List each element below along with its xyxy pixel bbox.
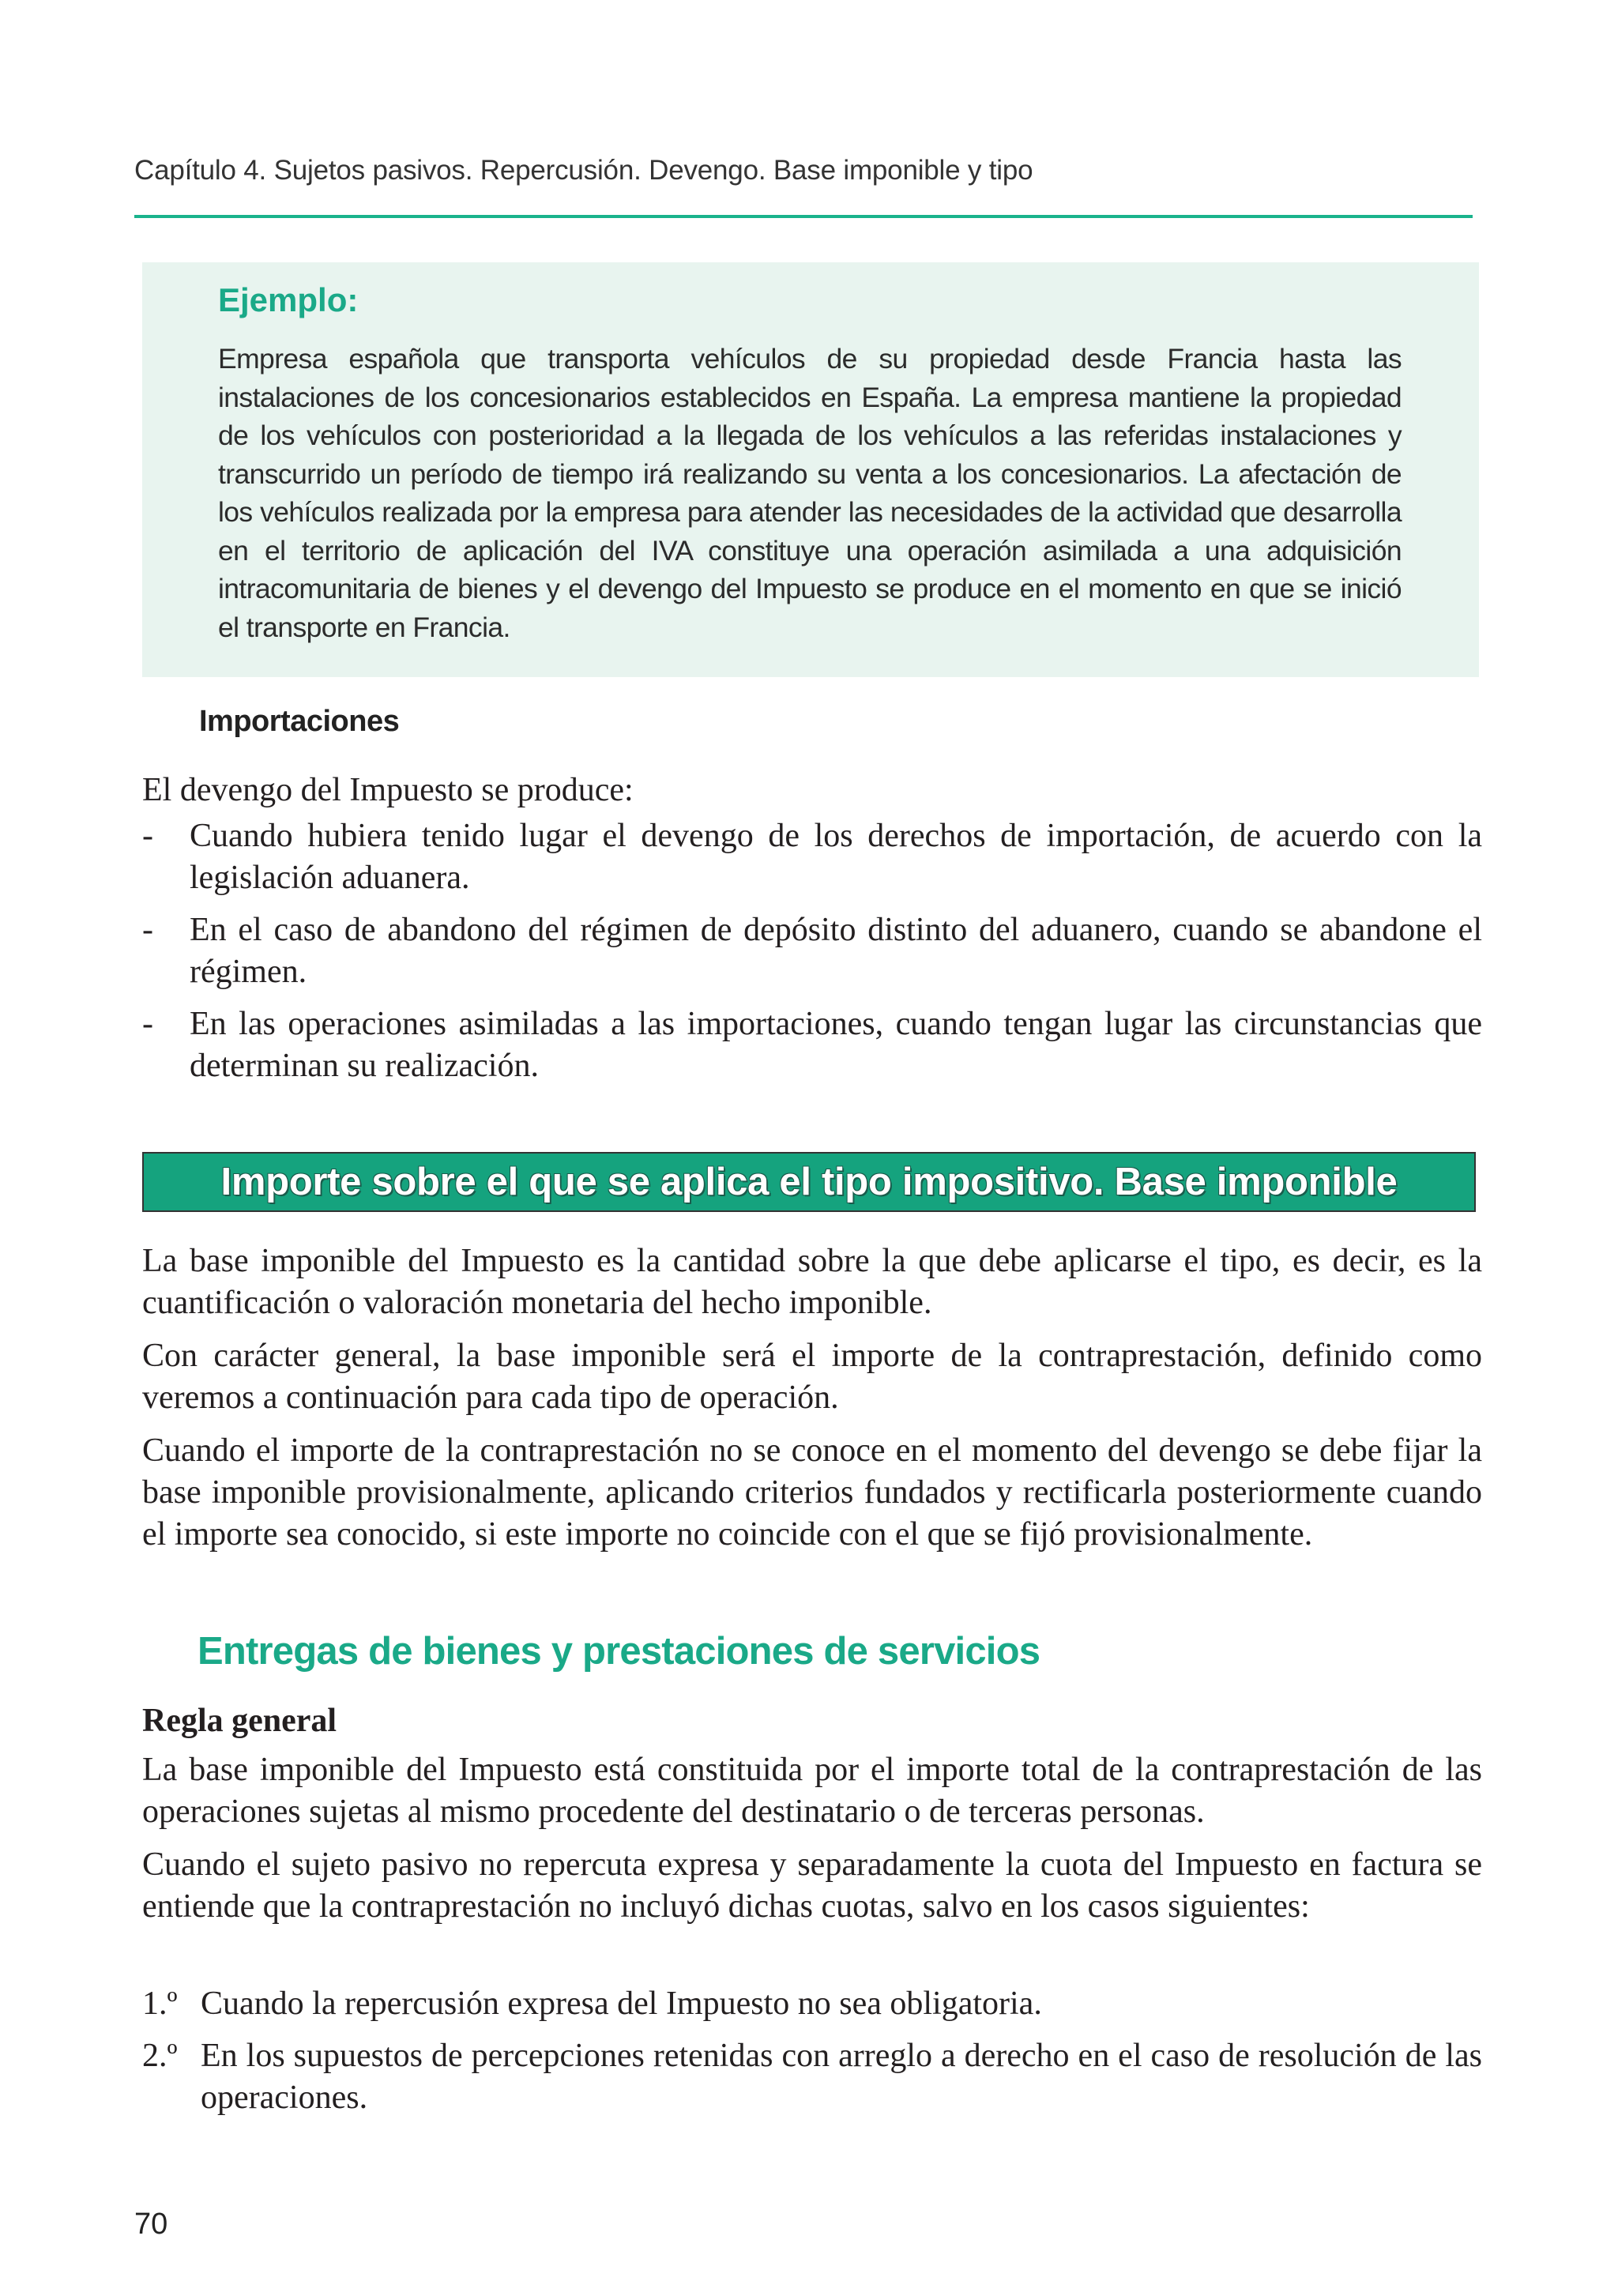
example-text: Empresa española que transporta vehículos de su propiedad desde Francia hasta las instalaciones de los concesionarios establecidos en España. La empresa mantiene la propiedad de los vehículos con posterioridad a la llegada de los vehículos a las referidas instalaciones y transcurrido un período de tiempo irá realizando su venta a los concesionarios. La afectación de los vehículos realizada por la empresa para atender las necesidades de la actividad que desarrolla en el territorio de aplicación del IVA constituye una operación asimilada a una adquisición intracomunitaria de bienes y el devengo del Impuesto se produce en el momento en que se inició el transporte en Francia.: [218, 343, 1402, 643]
section-paragraph: Cuando el importe de la contraprestación no se conoce en el momento del devengo se debe fijar la base imponible provisionalmente, aplicando criterios fundados y rectificarla posteriormente cuando el importe sea conocido, si este importe no coincide con el que se fijó provisionalmente.: [142, 1432, 1482, 1553]
running-head: Capítulo 4. Sujetos pasivos. Repercusión. Devengo. Base imponible y tipo: [134, 155, 1033, 186]
list-item: [142, 1983, 1482, 2025]
list-marker: -: [142, 912, 153, 948]
list-marker: -: [142, 818, 153, 854]
example-title: Ejemplo:: [218, 281, 359, 318]
list-item-text: Cuando la repercusión expresa del Impuesto no sea obligatoria.: [201, 1985, 1042, 2022]
section-banner-title: Importe sobre el que se aplica el tipo impositivo. Base imponible: [220, 1161, 1398, 1203]
list-item-text: En los supuestos de percepciones retenidas con arreglo a derecho en el caso de resolución de las operaciones.: [201, 2038, 1482, 2116]
list-item: [142, 1003, 1482, 1087]
list-item: [142, 2035, 1482, 2119]
list-marker: 2.º: [142, 2038, 178, 2074]
list-item: [142, 815, 1482, 899]
list-item-text: En las operaciones asimiladas a las importaciones, cuando tengan lugar las circunstancias que determinan su realización.: [190, 1006, 1482, 1084]
list-item-text: Cuando hubiera tenido lugar el devengo de los derechos de importación, de acuerdo con la legislación aduanera.: [190, 818, 1482, 896]
page-number: 70: [134, 2208, 168, 2241]
importaciones-list: [142, 815, 1482, 1087]
list-marker: 1.º: [142, 1985, 178, 2022]
section-paragraph: Con carácter general, la base imponible será el importe de la contraprestación, definido como veremos a continuación para cada tipo de operación.: [142, 1338, 1482, 1416]
header-rule: [134, 215, 1473, 218]
entregas-heading: Entregas de bienes y prestaciones de servicios: [198, 1630, 1040, 1673]
list-item: [142, 909, 1482, 993]
list-item-text: En el caso de abandono del régimen de depósito distinto del aduanero, cuando se abandone el régimen.: [190, 912, 1482, 990]
list-marker: -: [142, 1006, 153, 1042]
section-banner: [142, 1152, 1476, 1212]
entregas-paragraph: Cuando el sujeto pasivo no repercuta expresa y separadamente la cuota del Impuesto en factura se entiende que la contraprestación no incluyó dichas cuotas, salvo en los casos siguientes:: [142, 1846, 1482, 1925]
regla-general-heading: Regla general: [142, 1703, 337, 1739]
entregas-paragraph: La base imponible del Impuesto está constituida por el importe total de la contraprestación de las operaciones sujetas al mismo procedente del destinatario o de terceras personas.: [142, 1752, 1482, 1830]
entregas-list: [142, 1983, 1482, 2119]
example-box: [142, 262, 1479, 677]
importaciones-intro: El devengo del Impuesto se produce:: [142, 772, 634, 808]
importaciones-heading: Importaciones: [199, 705, 400, 738]
section-paragraph: La base imponible del Impuesto es la cantidad sobre la que debe aplicarse el tipo, es decir, es la cuantificación o valoración monetaria del hecho imponible.: [142, 1243, 1482, 1321]
